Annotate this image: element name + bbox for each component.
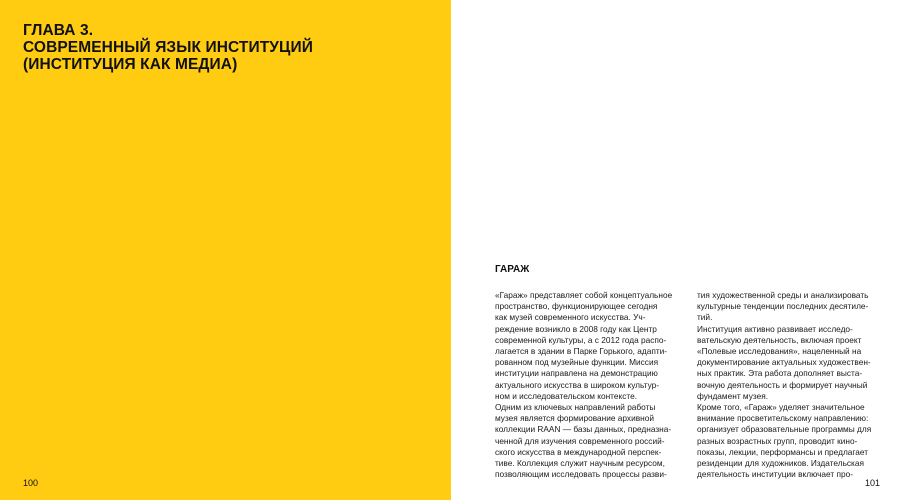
text-line: актуального искусства в широком культур- [495, 379, 660, 390]
right-page [451, 0, 900, 500]
text-line: современной культуры, а с 2012 года распо- [495, 334, 667, 345]
text-line: Кроме того, «Гараж» уделяет значительное [697, 402, 865, 413]
chapter-title [23, 22, 313, 73]
text-line: Институция активно развивает исследо- [697, 323, 853, 334]
text-line: «Полевые исследования», нацеленный на [697, 346, 862, 357]
chapter-title-line: (ИНСТИТУЦИЯ КАК МЕДИА) [23, 56, 238, 73]
chapter-title-line: ГЛАВА 3. [23, 22, 94, 39]
text-line: ского искусства в международной перспек- [495, 446, 662, 457]
text-line: тий. [697, 312, 713, 323]
text-line: пространство, функционирующее сегодня [495, 301, 658, 312]
text-line: вочную деятельность и формирует научный [697, 379, 868, 390]
text-line: тиве. Коллекция служит научным ресурсом, [495, 458, 665, 469]
text-line: вательскую деятельность, включая проект [697, 334, 862, 345]
text-line: документирование актуальных художествен- [697, 357, 871, 368]
text-line: реждение возникло в 2008 году как Центр [495, 323, 657, 334]
text-line: резиденции для художников. Издательская [697, 458, 864, 469]
text-line: ченной для изучения современного россий- [495, 435, 665, 446]
page-number-right: 101 [865, 478, 881, 488]
text-line: культурные тенденции последних десятиле- [697, 301, 869, 312]
text-line: показы, лекции, перформансы и предлагает [697, 446, 869, 457]
page-number-left: 100 [23, 478, 39, 488]
text-line: позволяющим исследовать процессы разви- [495, 469, 667, 480]
text-line: внимание просветительскому направлению: [697, 413, 869, 424]
text-line: ных практик. Эта работа дополняет выста- [697, 368, 863, 379]
text-line: Одним из ключевых направлений работы [495, 402, 656, 413]
text-line: лагается в здании в Парке Горького, адапти- [495, 346, 668, 357]
text-line: музея является формирование архивной [495, 413, 654, 424]
chapter-title-line: СОВРЕМЕННЫЙ ЯЗЫК ИНСТИТУЦИЙ [23, 39, 313, 56]
text-line: тия художественной среды и анализировать [697, 290, 869, 300]
text-line: разных возрастных групп, проводит кино- [697, 435, 858, 446]
text-line: институции направлена на демонстрацию [495, 368, 658, 379]
text-line: коллекции RAAN — базы данных, предназна- [495, 424, 672, 435]
text-line: «Гараж» представляет собой концептуальное [495, 290, 673, 300]
text-line: фундамент музея. [697, 390, 768, 401]
text-line: ном и исследовательском контексте. [495, 390, 637, 401]
text-column-2 [697, 290, 887, 480]
text-line: рованном под музейные функции. Миссия [495, 357, 659, 368]
text-line: деятельность институции включает про- [697, 469, 853, 480]
text-line: как музей современного искусства. Уч- [495, 312, 646, 323]
text-line: организует образовательные программы для [697, 424, 872, 435]
section-heading: ГАРАЖ [495, 264, 530, 275]
text-column-1 [495, 290, 685, 480]
